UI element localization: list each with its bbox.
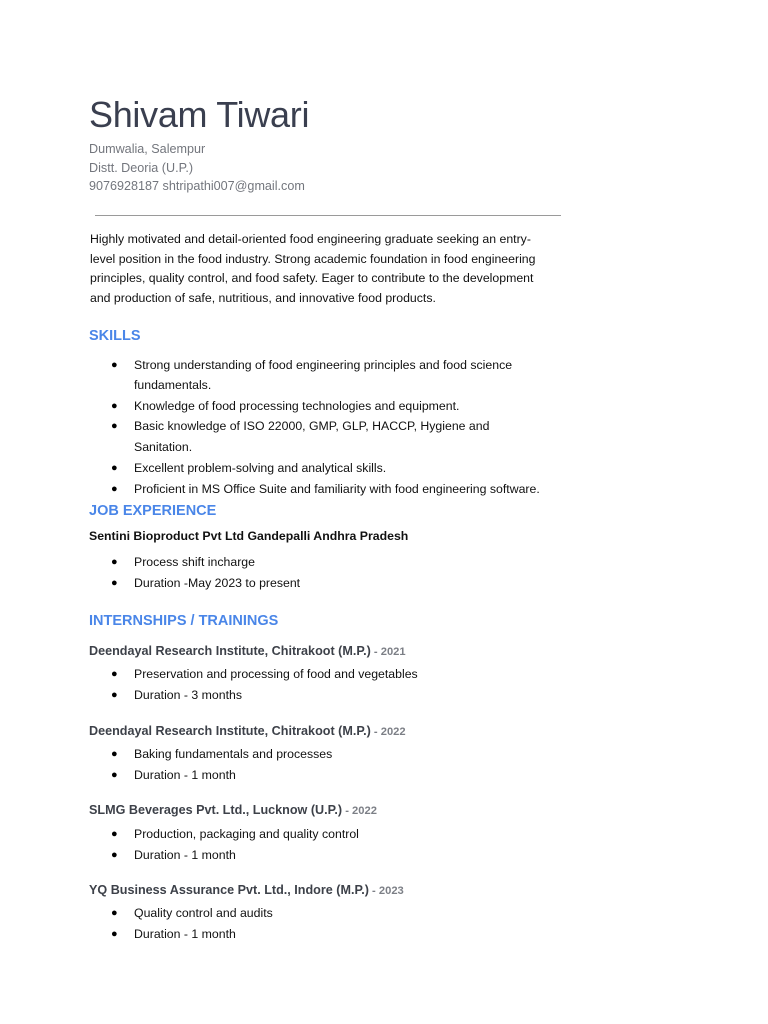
bullet-icon: ● xyxy=(111,400,118,412)
address-line-1: Dumwalia, Salempur xyxy=(89,142,206,156)
profile-summary xyxy=(90,230,560,309)
candidate-name: Shivam Tiwari xyxy=(89,94,310,135)
phone-email: 9076928187 shtripathi007@gmail.com xyxy=(89,179,305,193)
bullet-icon: ● xyxy=(111,689,118,701)
summary-line: and production of safe, nutritious, and innovative food products. xyxy=(90,291,436,306)
bullet-icon: ● xyxy=(111,462,118,474)
internship-org: YQ Business Assurance Pvt. Ltd., Indore (M.P.) - 2023 xyxy=(89,883,404,897)
bullet-icon: ● xyxy=(111,668,118,680)
bullet-icon: ● xyxy=(111,359,118,371)
internship-org: Deendayal Research Institute, Chitrakoot (M.P.) - 2022 xyxy=(89,724,406,738)
summary-line: level position in the food industry. Strong academic foundation in food engineering xyxy=(90,251,536,266)
bullet-icon: ● xyxy=(111,828,118,840)
bullet-icon: ● xyxy=(111,928,118,940)
employer-name: Sentini Bioproduct Pvt Ltd Gandepalli Andhra Pradesh xyxy=(89,529,409,543)
internship-org: SLMG Beverages Pvt. Ltd., Lucknow (U.P.) - 2022 xyxy=(89,803,377,817)
bullet-icon: ● xyxy=(111,748,118,760)
address-line-2: Distt. Deoria (U.P.) xyxy=(89,161,194,175)
bullet-icon: ● xyxy=(111,849,118,861)
skills-heading: SKILLS xyxy=(89,328,141,344)
resume-page: Shivam Tiwari Dumwalia, Salempur Distt. Deoria (U.P.) 9076928187 shtripathi007@gmail.com Highly motivated and detail-oriented food engineering graduate seeking an entry- level position in the food industry. Strong academic foundation in food engineering principles, quality control, and food safety. Eager to contribute to the development and production of safe, nutritious, and innovative food products. SKILLS ● Strong understanding of food engineering principles and food science fundamentals. ● Knowledge of food processing technologies and equipment. ● Basic knowledge of ISO 22000, GMP, GLP, HACCP, Hygiene and Sanitation. ● Excellent problem-solving and analytical skills. ● Proficient in MS Office Suite and familiarity with food engineering software. JOB EXPERIENCE Sentini Bioproduct Pvt Ltd Gandepalli Andhra Pradesh ● Process shift incharge ● Duration -May 2023 to present INTERNSHIPS / TRAININGS Deendayal Research Institute, Chitrakoot (M.P.) - 2021 ● Preservation and processing of food and vegetables ● Duration - 3 months Deendayal Research Institute, Chitrakoot (M.P.) - 2022 ● Baking fundamentals and processes ● Duration - 1 month SLMG Beverages Pvt. Ltd., Lucknow (U.P.) - 2022 ● Production, packaging and quality control ● Duration - 1 month YQ Business Assurance Pvt. Ltd., Indore (M.P.) - 2023 ● Quality control and audits ● Duration - 1 month xyxy=(0,0,768,1024)
internship-org: Deendayal Research Institute, Chitrakoot (M.P.) - 2021 xyxy=(89,644,406,658)
bullet-icon: ● xyxy=(111,907,118,919)
bullet-icon: ● xyxy=(111,769,118,781)
summary-line: Highly motivated and detail-oriented food engineering graduate seeking an entry- xyxy=(90,232,531,246)
bullet-icon: ● xyxy=(111,420,118,432)
header-divider xyxy=(95,215,561,216)
bullet-icon: ● xyxy=(111,577,118,589)
internships-heading: INTERNSHIPS / TRAININGS xyxy=(89,613,279,629)
bullet-icon: ● xyxy=(111,556,118,568)
job-experience-heading: JOB EXPERIENCE xyxy=(89,503,217,519)
summary-line: principles, quality control, and food safety. Eager to contribute to the development xyxy=(90,271,534,286)
bullet-icon: ● xyxy=(111,483,118,495)
